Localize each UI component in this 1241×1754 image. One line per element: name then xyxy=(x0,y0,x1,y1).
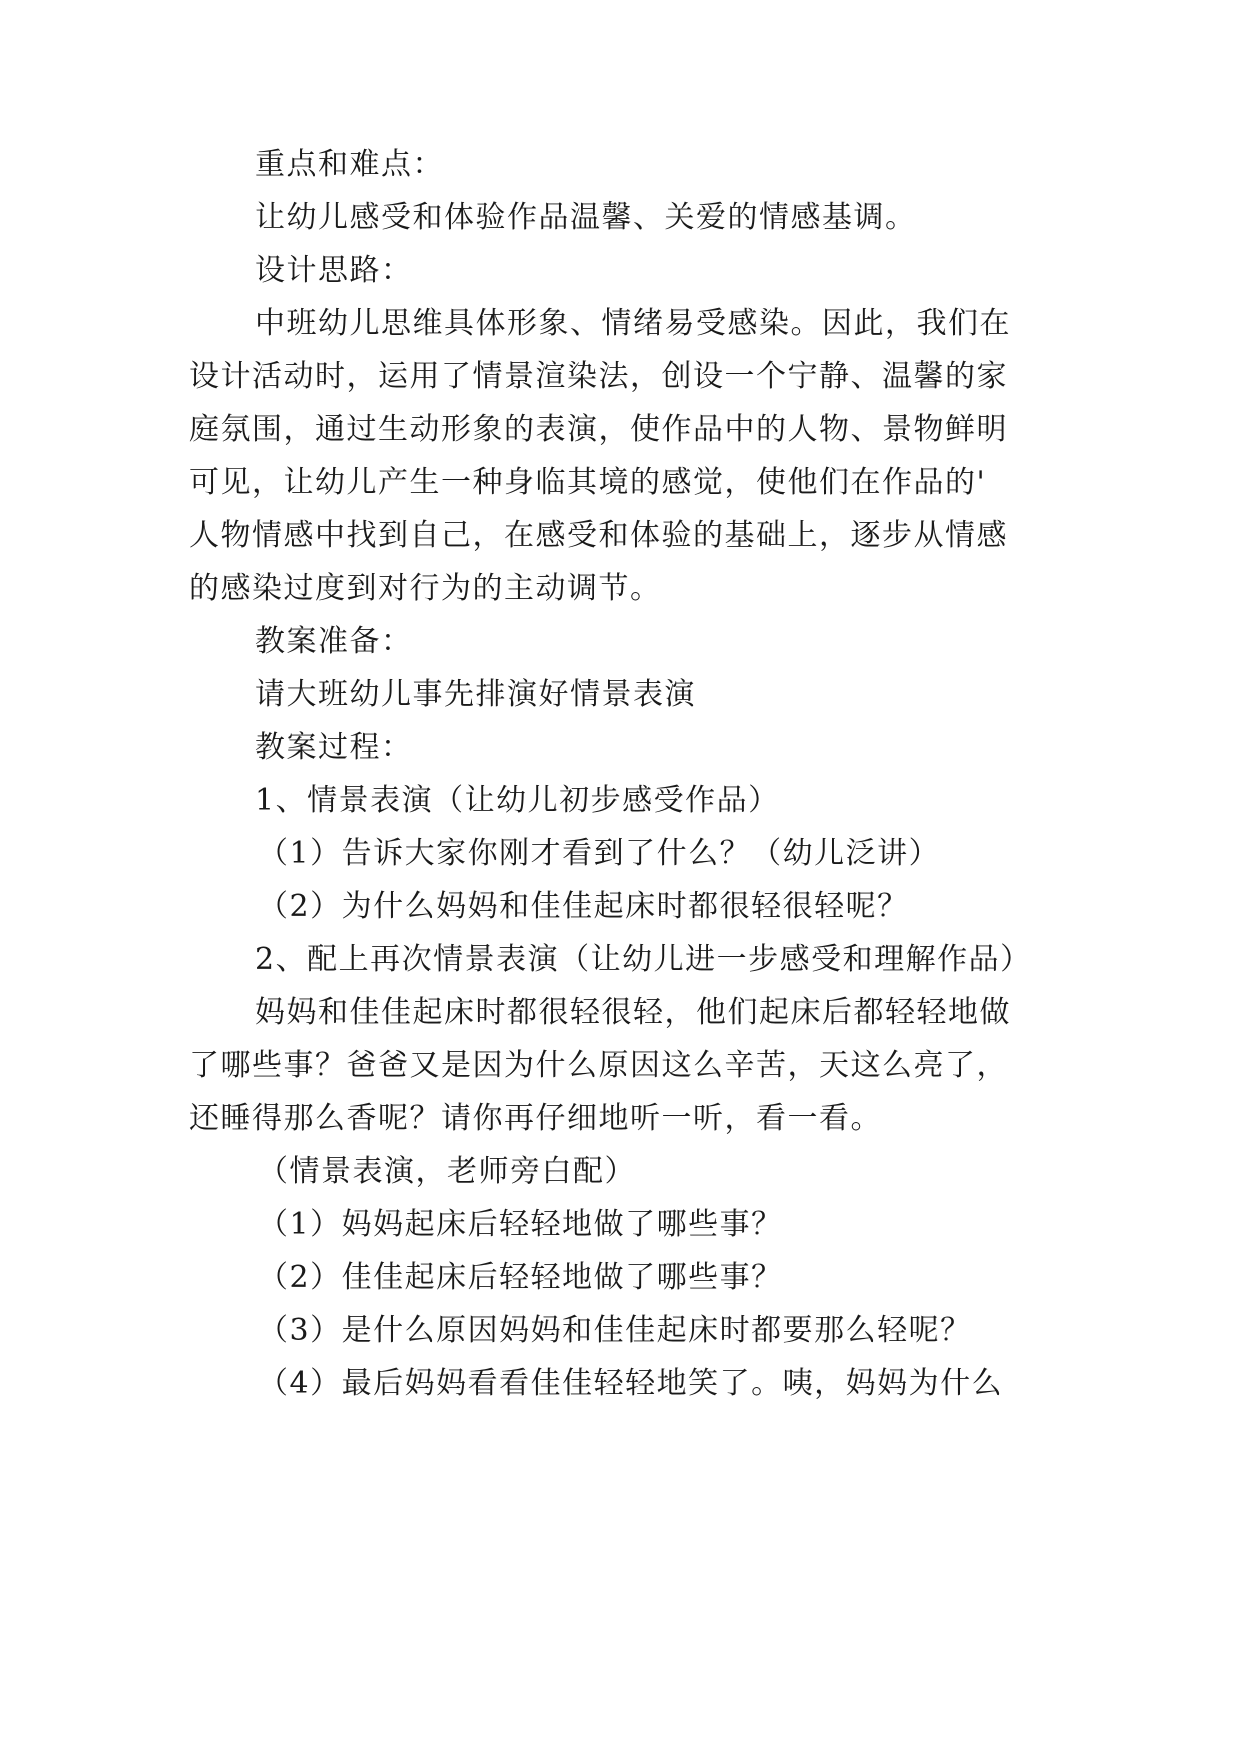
paragraph-line: 庭氛围，通过生动形象的表演，使作品中的人物、景物鲜明 xyxy=(189,412,1008,447)
stage-note: （情景表演，老师旁白配） xyxy=(258,1154,636,1189)
step-2-question-1: （1）妈妈起床后轻轻地做了哪些事？ xyxy=(258,1207,783,1242)
paragraph-line: 了哪些事？爸爸又是因为什么原因这么辛苦，天这么亮了， xyxy=(189,1048,1008,1083)
step-2: 2、配上再次情景表演（让幼儿进一步感受和理解作品） xyxy=(255,942,1032,977)
step-1: 1、情景表演（让幼儿初步感受作品） xyxy=(255,783,780,818)
heading-design-idea: 设计思路： xyxy=(255,253,413,288)
paragraph-line: 可见，让幼儿产生一种身临其境的感觉，使他们在作品的' xyxy=(189,465,987,500)
step-1-question-1: （1）告诉大家你刚才看到了什么？（幼儿泛讲） xyxy=(258,836,941,871)
text-key-points: 让幼儿感受和体验作品温馨、关爱的情感基调。 xyxy=(255,200,917,235)
paragraph-line: 中班幼儿思维具体形象、情绪易受感染。因此，我们在 xyxy=(255,306,1011,341)
heading-key-points: 重点和难点： xyxy=(255,147,444,182)
text-preparation: 请大班幼儿事先排演好情景表演 xyxy=(255,677,696,712)
step-2-question-4: （4）最后妈妈看看佳佳轻轻地笑了。咦，妈妈为什么 xyxy=(258,1366,1004,1401)
step-2-question-2: （2）佳佳起床后轻轻地做了哪些事？ xyxy=(258,1260,783,1295)
step-2-question-3: （3）是什么原因妈妈和佳佳起床时都要那么轻呢？ xyxy=(258,1313,972,1348)
paragraph-line: 的感染过度到对行为的主动调节。 xyxy=(189,571,662,606)
paragraph-line: 还睡得那么香呢？请你再仔细地听一听，看一看。 xyxy=(189,1101,882,1136)
heading-preparation: 教案准备： xyxy=(255,624,413,659)
step-1-question-2: （2）为什么妈妈和佳佳起床时都很轻很轻呢？ xyxy=(258,889,909,924)
paragraph-line: 设计活动时，运用了情景渲染法，创设一个宁静、温馨的家 xyxy=(189,359,1008,394)
paragraph-line: 妈妈和佳佳起床时都很轻很轻，他们起床后都轻轻地做 xyxy=(255,995,1011,1030)
heading-process: 教案过程： xyxy=(255,730,413,765)
paragraph-line: 人物情感中找到自己，在感受和体验的基础上，逐步从情感 xyxy=(189,518,1008,553)
